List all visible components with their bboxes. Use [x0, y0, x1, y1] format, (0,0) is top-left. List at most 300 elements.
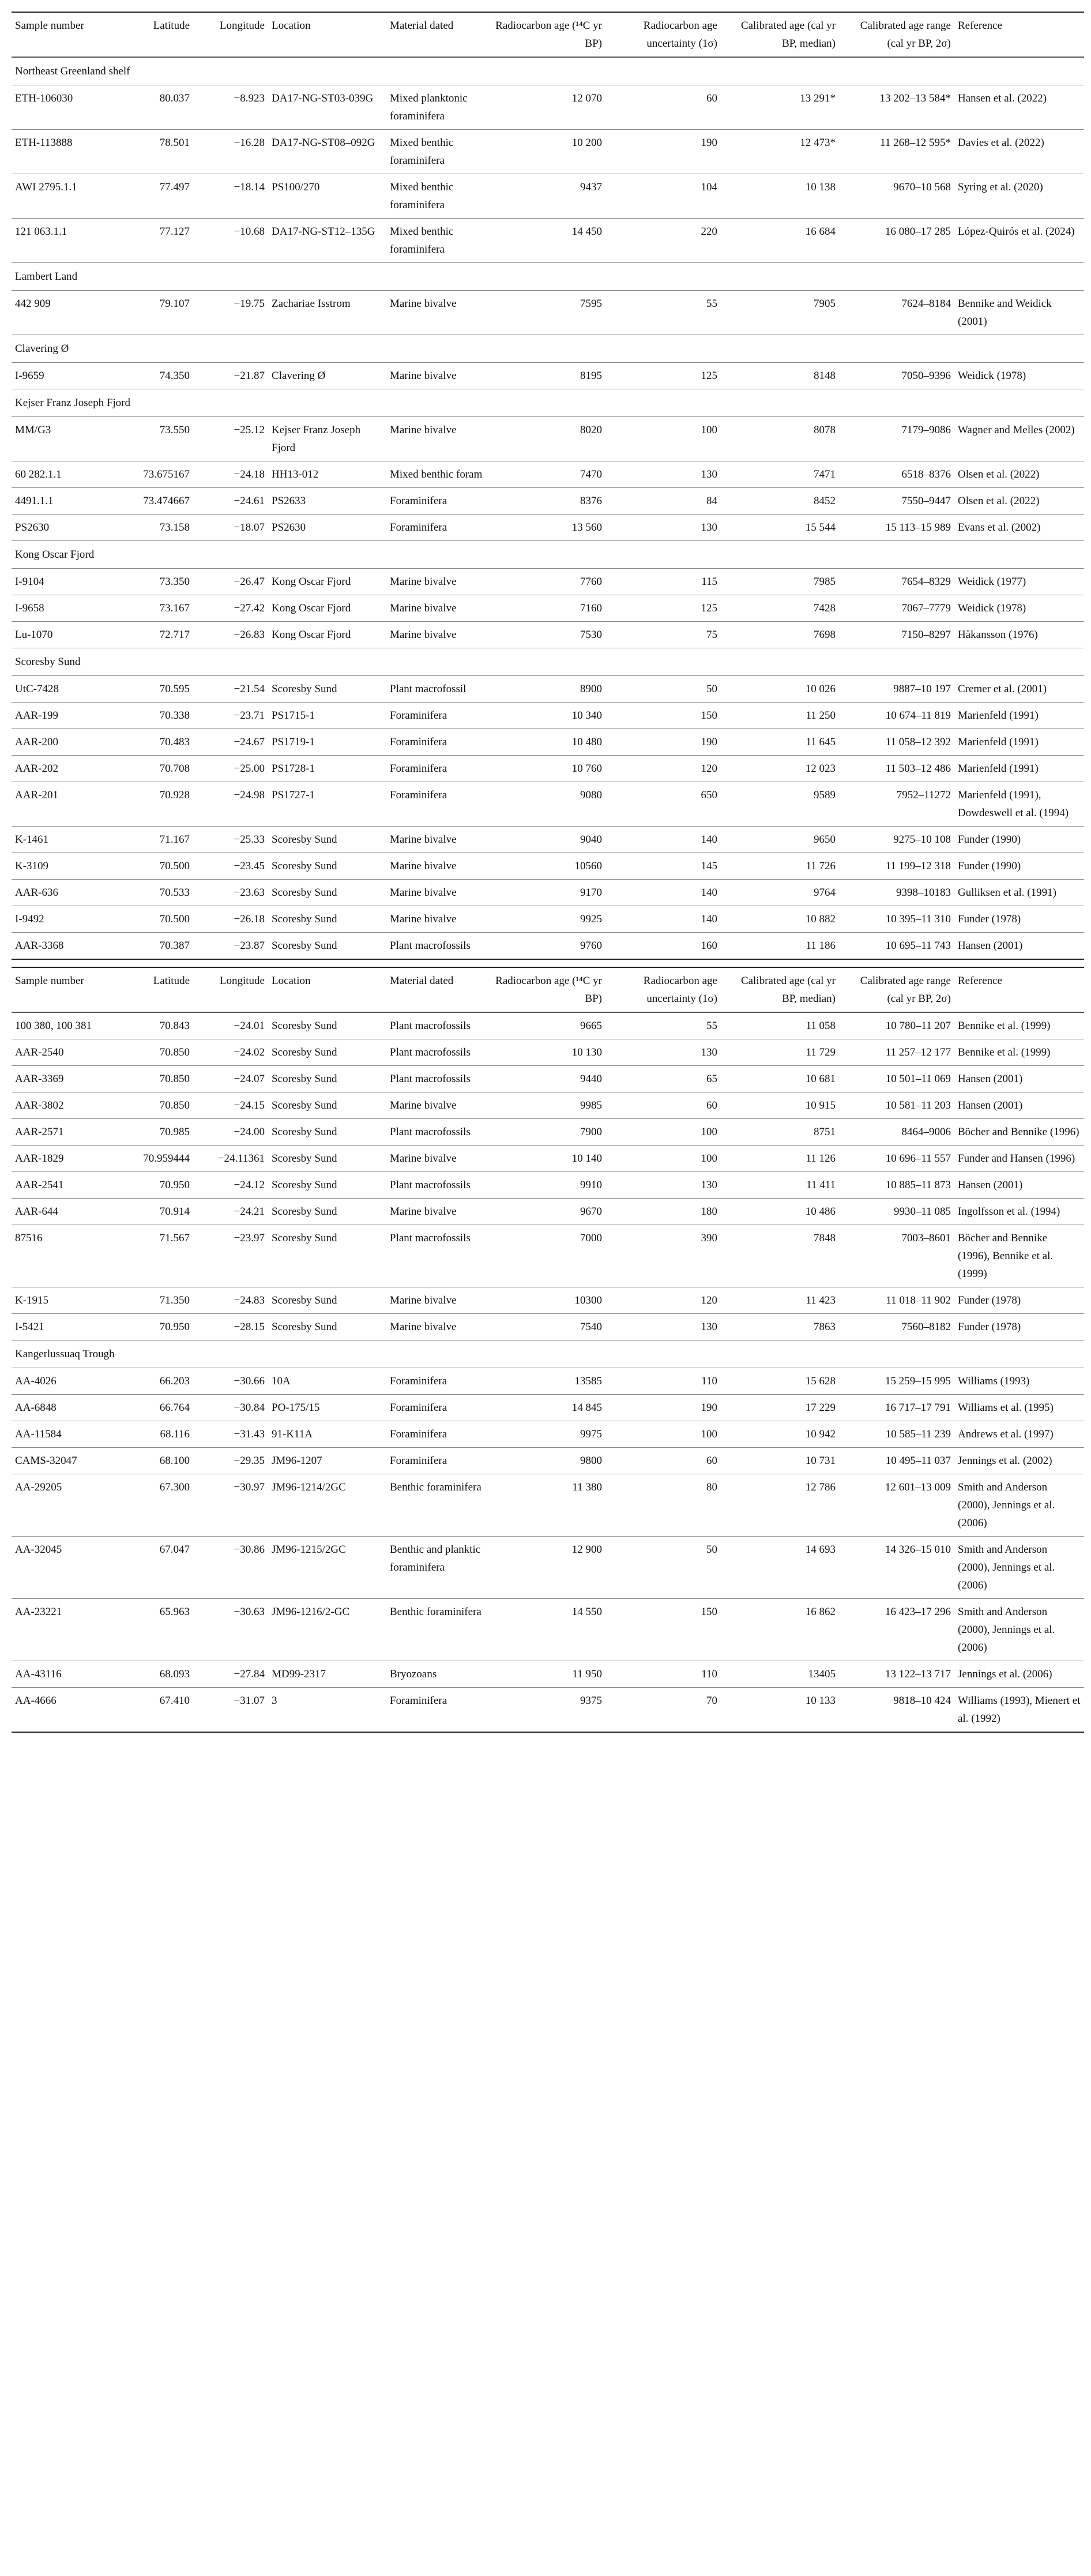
cell-longitude: −25.12	[234, 424, 265, 436]
table-row	[12, 782, 1084, 827]
cell-reference: Marienfeld (1991)	[958, 736, 1039, 748]
cell-location: PS2633	[272, 495, 306, 507]
table-row	[12, 219, 1084, 263]
cell-calibrated-age: 10 882	[805, 913, 836, 925]
cell-longitude: −18.14	[234, 181, 265, 193]
cell-location: Scoresby Sund	[272, 1321, 337, 1333]
column-header-calibrated-age-range: Calibrated age range (cal yr BP, 2σ)	[860, 20, 951, 50]
cell-radiocarbon-uncertainty: 110	[701, 1668, 717, 1680]
cell-calibrated-age-range: 9275–10 108	[893, 833, 951, 846]
cell-location: Scoresby Sund	[272, 1099, 337, 1111]
cell-location: PS2630	[272, 521, 306, 534]
section-title: Lambert Land	[15, 271, 78, 283]
cell-location: DA17-NG-ST12–135G	[272, 226, 375, 238]
cell-radiocarbon-uncertainty: 100	[701, 424, 717, 436]
table-row	[12, 85, 1084, 130]
cell-sample-number: 100 380, 100 381	[15, 1020, 92, 1032]
cell-radiocarbon-age: 8195	[580, 370, 602, 382]
cell-calibrated-age: 14 693	[805, 1544, 836, 1556]
cell-radiocarbon-age: 8376	[580, 495, 602, 507]
cell-longitude: −24.15	[234, 1099, 265, 1111]
cell-calibrated-age-range: 11 503–12 486	[885, 763, 951, 775]
cell-radiocarbon-age: 9440	[580, 1073, 602, 1085]
cell-longitude: −25.00	[234, 763, 265, 775]
cell-calibrated-age-range: 7050–9396	[901, 370, 951, 382]
cell-longitude: −24.11361	[217, 1152, 265, 1165]
cell-latitude: 68.093	[159, 1668, 190, 1680]
cell-longitude: −10.68	[234, 226, 265, 238]
cell-calibrated-age-range: 7179–9086	[901, 424, 951, 436]
cell-reference: Smith and Anderson (2000), Jennings et al. (2006)	[958, 1481, 1055, 1529]
cell-reference: Hansen et al. (2022)	[958, 92, 1047, 104]
cell-material-dated: Bryozoans	[390, 1668, 437, 1680]
cell-radiocarbon-age: 14 550	[571, 1606, 602, 1618]
cell-location: PO-175/15	[272, 1402, 320, 1414]
cell-calibrated-age-range: 11 268–12 595*	[880, 137, 951, 149]
cell-calibrated-age-range: 10 585–11 239	[885, 1428, 951, 1440]
cell-calibrated-age-range: 7654–8329	[901, 576, 951, 588]
cell-latitude: 70.914	[159, 1206, 190, 1218]
cell-location: Scoresby Sund	[272, 860, 337, 872]
cell-calibrated-age: 13405	[808, 1668, 836, 1680]
cell-reference: Evans et al. (2002)	[958, 521, 1041, 534]
cell-sample-number: AA-6848	[15, 1402, 57, 1414]
cell-latitude: 71.567	[159, 1232, 190, 1244]
cell-radiocarbon-age: 10560	[574, 860, 602, 872]
cell-calibrated-age-range: 10 501–11 069	[885, 1073, 951, 1085]
cell-location: Scoresby Sund	[272, 1179, 337, 1191]
cell-calibrated-age: 8148	[814, 370, 836, 382]
cell-material-dated: Foraminifera	[390, 495, 447, 507]
cell-latitude: 70.338	[159, 709, 190, 722]
cell-calibrated-age-range: 10 395–11 310	[885, 913, 951, 925]
column-header-radiocarbon-age: Radiocarbon age (¹⁴C yr BP)	[495, 20, 602, 50]
cell-calibrated-age-range: 13 202–13 584*	[879, 92, 951, 104]
cell-radiocarbon-uncertainty: 60	[706, 92, 717, 104]
cell-calibrated-age: 10 486	[805, 1206, 836, 1218]
cell-calibrated-age-range: 11 018–11 902	[886, 1294, 951, 1306]
cell-calibrated-age: 15 544	[805, 521, 836, 534]
cell-longitude: −26.47	[234, 576, 265, 588]
cell-reference: Cremer et al. (2001)	[958, 683, 1047, 695]
cell-calibrated-age: 7471	[814, 468, 836, 480]
table-row	[12, 595, 1084, 622]
cell-longitude: −24.18	[234, 468, 265, 480]
cell-radiocarbon-uncertainty: 140	[701, 913, 717, 925]
column-header-latitude: Latitude	[153, 20, 190, 32]
cell-calibrated-age: 10 731	[805, 1455, 836, 1467]
cell-radiocarbon-uncertainty: 190	[701, 736, 717, 748]
cell-latitude: 73.158	[159, 521, 190, 534]
cell-radiocarbon-uncertainty: 140	[701, 887, 717, 899]
cell-radiocarbon-age: 7470	[580, 468, 602, 480]
cell-radiocarbon-uncertainty: 60	[706, 1099, 717, 1111]
column-header-latitude: Latitude	[153, 975, 190, 987]
cell-longitude: −30.97	[234, 1481, 265, 1493]
data-table	[12, 967, 1084, 1733]
cell-material-dated: Benthic foraminifera	[390, 1481, 481, 1493]
cell-radiocarbon-age: 7160	[580, 602, 602, 614]
cell-latitude: 70.959444	[143, 1152, 190, 1165]
cell-material-dated: Foraminifera	[390, 1428, 447, 1440]
column-header-sample-number: Sample number	[15, 20, 84, 32]
cell-location: PS1715-1	[272, 709, 315, 722]
cell-location: JM96-1207	[272, 1455, 322, 1467]
cell-reference: Jennings et al. (2002)	[958, 1455, 1052, 1467]
table-row	[12, 1368, 1084, 1395]
cell-longitude: −24.00	[234, 1126, 265, 1138]
cell-sample-number: AAR-3368	[15, 940, 64, 952]
cell-radiocarbon-age: 14 845	[571, 1402, 602, 1414]
cell-sample-number: CAMS-32047	[15, 1455, 77, 1467]
cell-calibrated-age-range: 9930–11 085	[893, 1206, 951, 1218]
table-row	[12, 569, 1084, 595]
table-row	[12, 1448, 1084, 1474]
cell-calibrated-age: 16 684	[805, 226, 836, 238]
cell-radiocarbon-age: 9437	[580, 181, 602, 193]
cell-calibrated-age: 10 942	[805, 1428, 836, 1440]
cell-reference: Funder and Hansen (1996)	[958, 1152, 1075, 1165]
cell-longitude: −30.86	[234, 1544, 265, 1556]
cell-material-dated: Marine bivalve	[390, 629, 457, 641]
cell-radiocarbon-uncertainty: 120	[701, 1294, 717, 1306]
cell-radiocarbon-uncertainty: 150	[701, 709, 717, 722]
column-header-longitude: Longitude	[219, 20, 265, 32]
cell-calibrated-age: 11 726	[806, 860, 836, 872]
cell-calibrated-age-range: 7003–8601	[901, 1232, 951, 1244]
cell-radiocarbon-uncertainty: 84	[706, 495, 717, 507]
cell-calibrated-age-range: 10 495–11 037	[885, 1455, 951, 1467]
table-row	[12, 827, 1084, 853]
cell-latitude: 70.950	[159, 1179, 190, 1191]
table-row	[12, 1146, 1084, 1172]
cell-material-dated: Foraminifera	[390, 1695, 447, 1707]
cell-sample-number: 87516	[15, 1232, 43, 1244]
cell-reference: Smith and Anderson (2000), Jennings et al. (2006)	[958, 1606, 1055, 1654]
cell-calibrated-age: 12 473*	[800, 137, 836, 149]
cell-material-dated: Mixed planktonic foraminifera	[390, 92, 468, 122]
table-row	[12, 1172, 1084, 1199]
section-title: Kangerlussuaq Trough	[15, 1348, 115, 1360]
table-row	[12, 1092, 1084, 1119]
cell-reference: Gulliksen et al. (1991)	[958, 887, 1056, 899]
table-row	[12, 906, 1084, 933]
cell-material-dated: Plant macrofossils	[390, 1073, 471, 1085]
cell-radiocarbon-uncertainty: 55	[706, 1020, 717, 1032]
section-title: Kong Oscar Fjord	[15, 549, 95, 561]
cell-latitude: 70.928	[159, 789, 190, 801]
table-row	[12, 515, 1084, 541]
cell-material-dated: Foraminifera	[390, 1375, 447, 1387]
cell-sample-number: AA-29205	[15, 1481, 62, 1493]
cell-radiocarbon-age: 7900	[580, 1126, 602, 1138]
cell-calibrated-age: 13 291*	[800, 92, 836, 104]
section-row	[12, 263, 1084, 291]
cell-sample-number: AAR-644	[15, 1206, 58, 1218]
cell-sample-number: ETH-106030	[15, 92, 73, 104]
cell-latitude: 70.483	[159, 736, 190, 748]
cell-radiocarbon-uncertainty: 100	[701, 1126, 717, 1138]
cell-calibrated-age: 8078	[814, 424, 836, 436]
cell-sample-number: I-9104	[15, 576, 44, 588]
cell-location: 3	[272, 1695, 277, 1707]
cell-longitude: −23.71	[234, 709, 265, 722]
table-row	[12, 1474, 1084, 1537]
cell-radiocarbon-age: 9800	[580, 1455, 602, 1467]
cell-longitude: −21.54	[234, 683, 265, 695]
cell-calibrated-age: 9650	[814, 833, 836, 846]
cell-reference: López-Quirós et al. (2024)	[958, 226, 1075, 238]
cell-radiocarbon-age: 7760	[580, 576, 602, 588]
cell-location: Scoresby Sund	[272, 833, 337, 846]
cell-radiocarbon-age: 10 340	[571, 709, 602, 722]
cell-calibrated-age-range: 16 423–17 296	[885, 1606, 951, 1618]
cell-material-dated: Mixed benthic foraminifera	[390, 226, 454, 256]
cell-latitude: 73.474667	[143, 495, 190, 507]
cell-reference: Funder (1978)	[958, 913, 1021, 925]
cell-latitude: 70.500	[159, 860, 190, 872]
cell-sample-number: ETH-113888	[15, 137, 73, 149]
cell-location: Scoresby Sund	[272, 1073, 337, 1085]
cell-latitude: 70.843	[159, 1020, 190, 1032]
cell-material-dated: Foraminifera	[390, 709, 447, 722]
cell-material-dated: Marine bivalve	[390, 370, 457, 382]
cell-latitude: 73.167	[159, 602, 190, 614]
cell-longitude: −24.83	[234, 1294, 265, 1306]
cell-material-dated: Mixed benthic foraminifera	[390, 181, 454, 211]
cell-longitude: −27.84	[234, 1668, 265, 1680]
cell-latitude: 70.950	[159, 1321, 190, 1333]
cell-radiocarbon-age: 10300	[574, 1294, 602, 1306]
cell-radiocarbon-uncertainty: 160	[701, 940, 717, 952]
cell-latitude: 73.550	[159, 424, 190, 436]
cell-longitude: −29.35	[234, 1455, 265, 1467]
cell-reference: Weidick (1977)	[958, 576, 1026, 588]
cell-longitude: −30.84	[234, 1402, 265, 1414]
cell-radiocarbon-age: 9925	[580, 913, 602, 925]
table-row	[12, 291, 1084, 335]
cell-reference: Funder (1990)	[958, 860, 1021, 872]
cell-radiocarbon-uncertainty: 190	[701, 1402, 717, 1414]
cell-sample-number: UtC-7428	[15, 683, 59, 695]
cell-radiocarbon-uncertainty: 104	[701, 181, 717, 193]
cell-longitude: −31.43	[234, 1428, 265, 1440]
cell-material-dated: Foraminifera	[390, 763, 447, 775]
cell-calibrated-age-range: 14 326–15 010	[885, 1544, 951, 1556]
cell-reference: Marienfeld (1991), Dowdeswell et al. (1994)	[958, 789, 1069, 819]
cell-calibrated-age: 17 229	[805, 1402, 836, 1414]
cell-radiocarbon-uncertainty: 150	[701, 1606, 717, 1618]
cell-sample-number: 442 909	[15, 298, 51, 310]
table-row	[12, 933, 1084, 960]
cell-calibrated-age: 10 915	[805, 1099, 836, 1111]
cell-latitude: 72.717	[159, 629, 190, 641]
cell-latitude: 68.116	[160, 1428, 190, 1440]
cell-radiocarbon-age: 9080	[580, 789, 602, 801]
cell-latitude: 73.675167	[143, 468, 190, 480]
cell-radiocarbon-uncertainty: 100	[701, 1152, 717, 1165]
cell-sample-number: 4491.1.1	[15, 495, 54, 507]
cell-calibrated-age: 11 411	[806, 1179, 836, 1191]
section-row	[12, 648, 1084, 676]
cell-longitude: −26.18	[234, 913, 265, 925]
table-row	[12, 1119, 1084, 1146]
cell-location: Scoresby Sund	[272, 1046, 337, 1058]
table-row	[12, 1012, 1084, 1039]
cell-longitude: −19.75	[234, 298, 265, 310]
cell-radiocarbon-age: 9170	[580, 887, 602, 899]
cell-sample-number: MM/G3	[15, 424, 51, 436]
cell-radiocarbon-uncertainty: 50	[706, 1544, 717, 1556]
cell-material-dated: Foraminifera	[390, 789, 447, 801]
cell-radiocarbon-uncertainty: 130	[701, 1046, 717, 1058]
cell-radiocarbon-uncertainty: 55	[706, 298, 717, 310]
cell-radiocarbon-age: 13585	[574, 1375, 602, 1387]
cell-material-dated: Benthic foraminifera	[390, 1606, 481, 1618]
cell-calibrated-age-range: 9887–10 197	[893, 683, 951, 695]
cell-material-dated: Foraminifera	[390, 1455, 447, 1467]
cell-radiocarbon-uncertainty: 145	[701, 860, 717, 872]
cell-longitude: −24.01	[234, 1020, 265, 1032]
cell-radiocarbon-uncertainty: 180	[701, 1206, 717, 1218]
cell-calibrated-age-range: 10 695–11 743	[885, 940, 951, 952]
cell-radiocarbon-age: 9760	[580, 940, 602, 952]
cell-reference: Davies et al. (2022)	[958, 137, 1044, 149]
cell-latitude: 77.127	[159, 226, 190, 238]
table-row	[12, 1421, 1084, 1448]
cell-location: JM96-1216/2-GC	[272, 1606, 350, 1618]
cell-latitude: 67.047	[159, 1544, 190, 1556]
cell-calibrated-age: 11 729	[806, 1046, 836, 1058]
cell-reference: Jennings et al. (2006)	[958, 1668, 1052, 1680]
cell-reference: Olsen et al. (2022)	[958, 495, 1040, 507]
column-header-location: Location	[272, 20, 311, 32]
column-header-longitude: Longitude	[219, 975, 265, 987]
cell-reference: Funder (1978)	[958, 1321, 1021, 1333]
cell-calibrated-age-range: 10 780–11 207	[885, 1020, 951, 1032]
cell-location: DA17-NG-ST03-039G	[272, 92, 374, 104]
cell-location: Kejser Franz Joseph Fjord	[272, 424, 361, 454]
table-row	[12, 1537, 1084, 1599]
cell-sample-number: AA-11584	[15, 1428, 62, 1440]
cell-calibrated-age: 15 628	[805, 1375, 836, 1387]
cell-latitude: 66.203	[159, 1375, 190, 1387]
cell-material-dated: Marine bivalve	[390, 1099, 457, 1111]
cell-calibrated-age: 7863	[814, 1321, 836, 1333]
cell-sample-number: AA-23221	[15, 1606, 62, 1618]
cell-latitude: 73.350	[159, 576, 190, 588]
cell-radiocarbon-uncertainty: 60	[706, 1455, 717, 1467]
cell-sample-number: PS2630	[15, 521, 50, 534]
cell-material-dated: Marine bivalve	[390, 1321, 457, 1333]
cell-calibrated-age: 12 023	[805, 763, 836, 775]
cell-material-dated: Plant macrofossils	[390, 1179, 471, 1191]
column-header-sample-number: Sample number	[15, 975, 84, 987]
cell-material-dated: Benthic and planktic foraminifera	[390, 1544, 481, 1574]
table-row	[12, 461, 1084, 488]
cell-sample-number: AAR-3802	[15, 1099, 64, 1111]
cell-sample-number: AAR-2571	[15, 1126, 64, 1138]
cell-calibrated-age-range: 7952–11272	[896, 789, 951, 801]
cell-reference: Andrews et al. (1997)	[958, 1428, 1054, 1440]
table-row	[12, 488, 1084, 515]
cell-calibrated-age: 9589	[814, 789, 836, 801]
cell-radiocarbon-uncertainty: 65	[706, 1073, 717, 1085]
cell-radiocarbon-uncertainty: 220	[701, 226, 717, 238]
cell-calibrated-age: 7985	[814, 576, 836, 588]
cell-latitude: 79.107	[159, 298, 190, 310]
cell-material-dated: Plant macrofossils	[390, 1126, 471, 1138]
cell-calibrated-age-range: 16 080–17 285	[885, 226, 951, 238]
cell-sample-number: AAR-636	[15, 887, 58, 899]
cell-location: PS1719-1	[272, 736, 315, 748]
cell-calibrated-age-range: 10 674–11 819	[885, 709, 951, 722]
cell-radiocarbon-uncertainty: 100	[701, 1428, 717, 1440]
table-row	[12, 703, 1084, 729]
cell-radiocarbon-age: 9910	[580, 1179, 602, 1191]
cell-longitude: −26.83	[234, 629, 265, 641]
cell-radiocarbon-age: 9985	[580, 1099, 602, 1111]
cell-sample-number: AA-32045	[15, 1544, 62, 1556]
cell-longitude: −28.15	[234, 1321, 265, 1333]
cell-latitude: 70.850	[159, 1046, 190, 1058]
cell-calibrated-age: 7905	[814, 298, 836, 310]
table-row	[12, 174, 1084, 219]
cell-location: Scoresby Sund	[272, 1152, 337, 1165]
cell-location: Kong Oscar Fjord	[272, 602, 351, 614]
data-table	[12, 12, 1084, 960]
cell-calibrated-age-range: 10 696–11 557	[885, 1152, 951, 1165]
cell-longitude: −30.63	[234, 1606, 265, 1618]
header-row	[12, 12, 1084, 57]
cell-sample-number: AAR-200	[15, 736, 58, 748]
cell-latitude: 66.764	[159, 1402, 190, 1414]
cell-reference: Böcher and Bennike (1996), Bennike et al. (1999)	[958, 1232, 1054, 1280]
section-row	[12, 389, 1084, 417]
section-row	[12, 1340, 1084, 1368]
cell-calibrated-age-range: 11 058–12 392	[885, 736, 951, 748]
cell-sample-number: I-5421	[15, 1321, 44, 1333]
header-row	[12, 967, 1084, 1012]
cell-longitude: −23.63	[234, 887, 265, 899]
cell-radiocarbon-uncertainty: 650	[701, 789, 717, 801]
cell-longitude: −18.07	[234, 521, 265, 534]
cell-calibrated-age: 11 126	[806, 1152, 836, 1165]
cell-calibrated-age-range: 10 581–11 203	[885, 1099, 951, 1111]
cell-latitude: 65.963	[159, 1606, 190, 1618]
table-row	[12, 1688, 1084, 1733]
table-row	[12, 130, 1084, 174]
cell-material-dated: Plant macrofossils	[390, 1020, 471, 1032]
cell-sample-number: AAR-2541	[15, 1179, 64, 1191]
cell-sample-number: I-9492	[15, 913, 44, 925]
cell-radiocarbon-age: 10 140	[571, 1152, 602, 1165]
cell-latitude: 71.167	[159, 833, 190, 846]
cell-location: Kong Oscar Fjord	[272, 629, 351, 641]
table-row	[12, 622, 1084, 648]
cell-material-dated: Marine bivalve	[390, 1294, 457, 1306]
table-row	[12, 1395, 1084, 1421]
cell-location: 10A	[272, 1375, 291, 1387]
cell-material-dated: Plant macrofossils	[390, 1046, 471, 1058]
cell-sample-number: AAR-2540	[15, 1046, 64, 1058]
cell-latitude: 67.410	[159, 1695, 190, 1707]
cell-calibrated-age-range: 7067–7779	[901, 602, 951, 614]
cell-radiocarbon-age: 12 070	[571, 92, 602, 104]
table-row	[12, 729, 1084, 756]
cell-calibrated-age-range: 7624–8184	[901, 298, 951, 310]
cell-location: JM96-1215/2GC	[272, 1544, 346, 1556]
